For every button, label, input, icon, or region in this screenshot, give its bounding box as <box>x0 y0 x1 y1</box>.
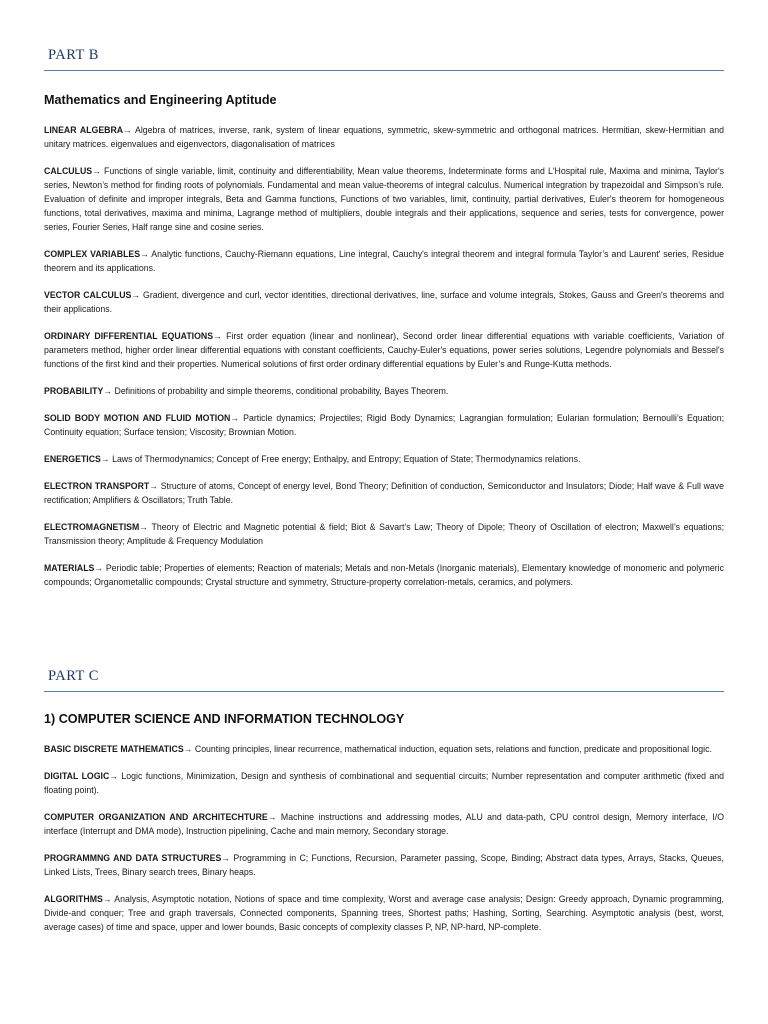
topic-text: Structure of atoms, Concept of energy level, Bond Theory; Definition of conduction, Semiconductor and Insulators; Diode; Half wave & Full wave rectification; Amplifiers & Oscillators; Truth Table. <box>44 481 725 505</box>
topic-paragraph <box>44 769 724 797</box>
topic-paragraph <box>44 892 724 934</box>
topic-text: Theory of Electric and Magnetic potential & field; Biot & Savart’s Law; Theory of Dipole; Theory of Oscillation of electron; Maxwell’s equations; Transmission theory; Amplitude & Frequency Modulation <box>44 522 724 546</box>
topic-paragraph <box>44 561 724 589</box>
topic-text: Periodic table; Properties of elements; Reaction of materials; Metals and non-Metals (Inorganic materials), Elementary knowledge of monomeric and polymeric compounds; Organometallic compounds; Crystal structure and symmetry, Structure-property correlation-metals, ceramics, and polymers. <box>44 563 724 587</box>
part-b-section-title: Mathematics and Engineering Aptitude <box>44 93 277 107</box>
topic-text: Gradient, divergence and curl, vector identities, directional derivatives, line, surface and volume integrals, Stokes, Gauss and Green's theorems and their applications. <box>44 290 724 314</box>
arrow-icon: → <box>123 125 132 135</box>
arrow-icon: → <box>100 454 110 464</box>
topic-term: ALGORITHMS <box>44 894 103 904</box>
topic-paragraph <box>44 452 724 466</box>
topic-paragraph <box>44 411 724 439</box>
part-c-header <box>44 668 724 692</box>
topic-paragraph <box>44 810 724 838</box>
arrow-icon: → <box>94 563 104 573</box>
arrow-icon: → <box>102 894 112 904</box>
topic-term: DIGITAL LOGIC <box>44 771 110 781</box>
topic-text: Laws of Thermodynamics; Concept of Free energy; Enthalpy, and Entropy; Equation of State; Thermodynamics relations. <box>112 454 581 464</box>
topic-text: Machine instructions and addressing modes, ALU and data-path, CPU control design, Memory interface, I/O interface (Interrupt and DMA mode), Instruction pipelining, Cache and main memory, Secondary storage. <box>44 812 724 836</box>
topic-term: ELECTRON TRANSPORT <box>44 481 150 491</box>
part-c-divider <box>44 691 724 692</box>
arrow-icon: → <box>103 386 113 396</box>
topic-term: LINEAR ALGEBRA <box>44 125 124 135</box>
topic-paragraph <box>44 851 724 879</box>
part-b-divider <box>44 70 724 71</box>
arrow-icon: → <box>139 522 149 532</box>
topic-paragraph <box>44 123 724 151</box>
topic-paragraph <box>44 329 724 371</box>
topic-term: ENERGETICS <box>44 454 101 464</box>
part-b-topic-list <box>44 123 724 602</box>
topic-paragraph <box>44 288 724 316</box>
arrow-icon: → <box>149 481 159 491</box>
topic-term: BASIC DISCRETE MATHEMATICS <box>44 744 184 754</box>
topic-text: Definitions of probability and simple theorems, conditional probability, Bayes Theorem. <box>114 386 449 396</box>
topic-text: First order equation (linear and nonlinear), Second order linear differential equations with variable coefficients, Variation of parameters method, higher order linear differential equations with constant coefficients, Cauchy-Euler's equations, power series solutions, Legendre polynomials and Bessel's functions of the first kind and their properties. Numerical solutions of first order ordinary differential equations by Euler’s and Runge-Kutta methods. <box>44 331 724 369</box>
part-c-section-title: 1) COMPUTER SCIENCE AND INFORMATION TECHNOLOGY <box>44 712 405 726</box>
topic-text: Analysis, Asymptotic notation, Notions of space and time complexity, Worst and average case analysis; Design: Greedy approach, Dynamic programming, Divide-and conquer; Tree and graph traversals, Connected components, Spanning trees, Shortest paths; Hashing, Sorting, Searching. Asymptotic analysis (best, worst, average cases) of time and space, upper and lower bounds, Basic concepts of complexity classes P, NP, NP-hard, NP-complete. <box>44 894 724 932</box>
topic-paragraph <box>44 742 724 756</box>
topic-text: Functions of single variable, limit, continuity and differentiability, Mean value theorems, Indeterminate forms and L'Hospital rule, Maxima and minima, Taylor's series, Newton’s method for finding roots of polynomials. Fundamental and mean value-theorems of integral calculus. Numerical integration by trapezoidal and Simpson’s rule. Evaluation of definite and improper integrals, Beta and Gamma functions, Functions of two variables, limit, continuity, partial derivatives, Euler's theorem for homogeneous functions, total derivatives, maxima and minima, Lagrange method of multipliers, double integrals and their applications, sequence and series, tests for convergence, power series, Fourier Series, Half range sine and cosine series. <box>44 166 725 232</box>
part-b-header <box>44 47 724 71</box>
topic-term: SOLID BODY MOTION AND FLUID MOTION <box>44 413 231 423</box>
topic-paragraph <box>44 164 724 234</box>
topic-text: Programming in C; Functions, Recursion, Parameter passing, Scope, Binding; Abstract data types, Arrays, Stacks, Queues, Linked Lists, Trees, Binary search trees, Binary heaps. <box>44 853 724 877</box>
topic-paragraph <box>44 479 724 507</box>
topic-term: PROBABILITY <box>44 386 104 396</box>
topic-term: VECTOR CALCULUS <box>44 290 132 300</box>
part-c-heading: PART C <box>48 668 99 684</box>
topic-text: Analytic functions, Cauchy-Riemann equations, Line integral, Cauchy's integral theorem and integral formula Taylor’s and Laurent' series, Residue theorem and its applications. <box>44 249 725 273</box>
topic-paragraph <box>44 384 724 398</box>
arrow-icon: → <box>213 331 222 341</box>
topic-term: COMPUTER ORGANIZATION AND ARCHITECHTURE <box>44 812 268 822</box>
topic-paragraph <box>44 520 724 548</box>
topic-term: ORDINARY DIFFERENTIAL EQUATIONS <box>44 331 214 341</box>
topic-text: Particle dynamics; Projectiles; Rigid Body Dynamics; Lagrangian formulation; Eularian formulation; Bernoulli’s Equation; Continuity equation; Surface tension; Viscosity; Brownian Motion. <box>44 413 725 437</box>
arrow-icon: → <box>230 413 240 423</box>
arrow-icon: → <box>92 166 101 176</box>
arrow-icon: → <box>109 771 119 781</box>
arrow-icon: → <box>267 812 277 822</box>
part-b-heading: PART B <box>48 47 99 63</box>
topic-term: PROGRAMMNG AND DATA STRUCTURES <box>44 853 222 863</box>
arrow-icon: → <box>131 290 141 300</box>
topic-term: COMPLEX VARIABLES <box>44 249 141 259</box>
topic-term: MATERIALS <box>44 563 95 573</box>
arrow-icon: → <box>221 853 231 863</box>
part-c-topic-list <box>44 742 724 947</box>
topic-text: Algebra of matrices, inverse, rank, system of linear equations, symmetric, skew-symmetric and orthogonal matrices. Hermitian, skew-Hermitian and unitary matrices. eigenvalues and eigenvectors, diagonalisation of matrices <box>44 125 724 149</box>
topic-text: Counting principles, linear recurrence, mathematical induction, equation sets, relations and function, predicate and propositional logic. <box>194 744 712 754</box>
topic-text: Logic functions, Minimization, Design and synthesis of combinational and sequential circuits; Number representation and computer arithmetic (fixed and floating point). <box>44 771 724 795</box>
topic-term: CALCULUS <box>44 166 93 176</box>
arrow-icon: → <box>183 744 193 754</box>
topic-term: ELECTROMAGNETISM <box>44 522 140 532</box>
topic-paragraph <box>44 247 724 275</box>
arrow-icon: → <box>140 249 149 259</box>
